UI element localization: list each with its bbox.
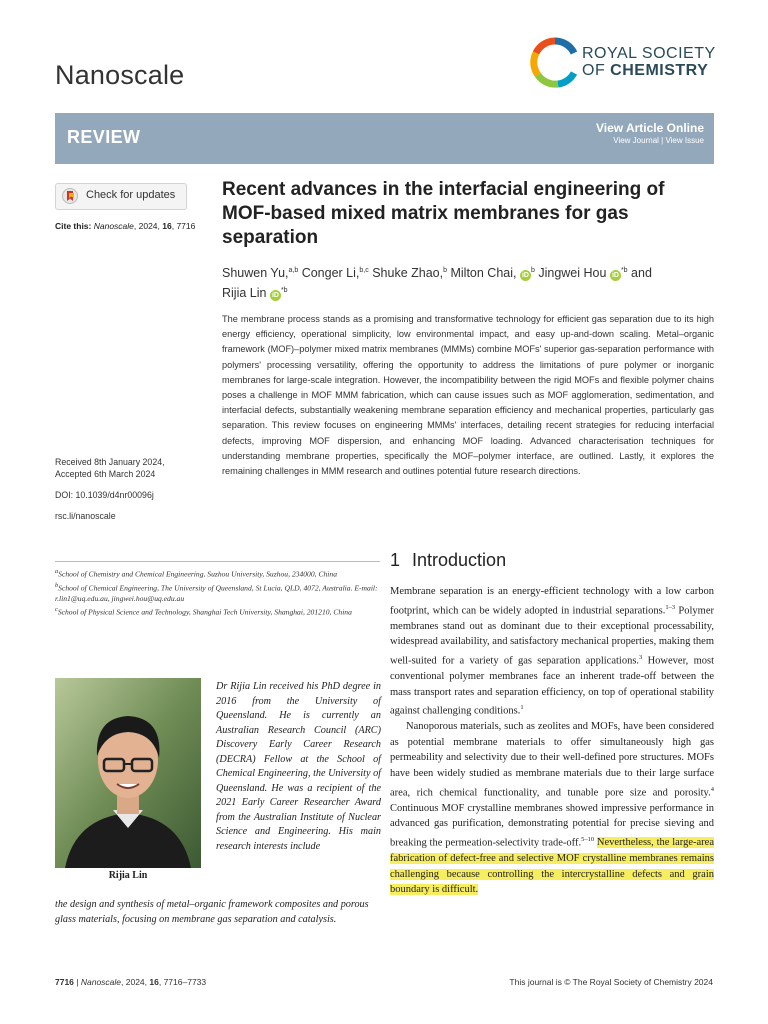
journal-issue-links [596,136,704,145]
author-name: Shuwen Yu, [222,266,289,281]
author-list [222,262,712,302]
journal-name: Nanoscale [55,60,185,90]
affiliation-text: School of Physical Science and Technology, Shanghai Tech University, Shanghai, 201210, China [57,607,352,617]
paragraph [390,584,714,719]
author-and: and [627,266,652,281]
rsc-line2-bold: CHEMISTRY [610,62,709,79]
text-span: Continuous MOF crystalline membranes showed impressive performance in advanced gas purification, demonstrating potential for precise sieving and breaking the permeation-selectivity trade-off. [390,802,714,849]
cite-volume: 16 [162,221,172,231]
author-affil-sup: b [530,267,535,274]
author-name: Rijia Lin [222,286,267,301]
journal-url[interactable]: rsc.li/nanoscale [55,511,116,521]
footer-citation [55,977,206,987]
affiliation-divider [55,561,380,562]
text-span: Nanoporous materials, such as zeolites and MOFs, have been considered as potential membrane materials to offer simultaneously high gas permeability and selectivity due to their well-defined pore structures. MOFs have been widely studied as membrane materials due to their large surface area, rich chemical functionality, and tunable pore size and porosity. [390,721,714,799]
author-bio-continued: the design and synthesis of metal–organic framework composites and porous glass materials, focusing on membrane gas separation and catalysis. [55,899,369,925]
rsc-line2 [582,62,716,79]
view-issue-link[interactable]: View Issue [665,136,704,145]
citation-ref[interactable]: 1–3 [665,603,676,611]
article-type: REVIEW [67,127,141,147]
link-separator: | [658,136,666,145]
author-affil-sup: b,c [359,267,369,274]
orcid-icon[interactable]: iD [521,272,529,280]
affiliation-sup: b [55,581,59,589]
affiliation-sup: c [55,606,58,614]
article-title: Recent advances in the interfacial engineering of MOF-based mixed matrix membranes for gas separation [222,179,665,248]
affiliation-text: School of Chemistry and Chemical Engineering, Suzhou University, Suzhou, 234000, China [58,569,338,579]
check-for-updates-button[interactable] [55,183,187,210]
abstract: The membrane process stands as a promising and transformative technology for efficient gas separation due to its high energy efficiency, operational simplicity, low environmental impact, and easy up-and-down scaling. Metal–organic framework (MOF)–polymer mixed matrix membranes (MMMs) combine MOFs' superior gas-separation performance with polymers' processing versatility, offering the opportunity to address the limitations of pure polymer or inorganic membranes for large-scale integration. However, the incompatibility between the rigid MOFs and flexible polymer chains poses a challenge in MOF MMM fabrication, which can cause issues such as MOF agglomeration, sedimentation, and interfacial defects, substantially weakening membrane separation efficiency and mechanical properties, particularly gas separation. This review focuses on engineering MMMs' interfaces, detailing recent strategies for reducing interfacial defects, improving MOF dispersion, and enhancing MOF loading. Advanced characterisation techniques for understanding membrane properties, specifically the MOF–polymer interface, are outlined. Lastly, it explores the remaining challenges in MMM research and outlines potential future research directions. [222,314,714,477]
photo-caption: Rijia Lin [108,870,148,881]
cite-journal: Nanoscale [93,221,134,231]
author-affil-sup: a,b [288,267,299,274]
affiliation-sup: a [55,568,59,575]
article-metadata [55,456,165,522]
footer-pages: , 7716–7733 [158,977,207,987]
text-span: Membrane separation is an energy-efficient technology with a low carbon footprint, which can be widely adopted in industrial separations. [390,586,714,617]
doi[interactable]: DOI: 10.1039/d4nr00096j [55,490,154,500]
author-name: Milton Chai, [447,266,517,281]
affiliation-item [55,580,380,605]
rsc-line2-prefix: OF [582,62,611,79]
author-name: Shuke Zhao, [368,266,444,281]
text-span: However, most conventional polymer membranes face an inherent trade-off between the mass transport rates and separation efficiency, on top of operational stability against challenging conditions. [390,655,714,717]
footer-journal: Nanoscale [80,977,122,987]
affiliation-text: School of Chemical Engineering, The University of Queensland, St Lucia, QLD, 4072, Australia. E-mail: r.lin1@uq.edu.au, jingwei.hou@uq.edu.au [55,583,378,604]
author-affil-sup: b [443,267,447,274]
citation-ref[interactable]: 4 [710,785,714,793]
author-affil-sup: *b [280,287,288,295]
rsc-wordmark [582,45,716,79]
cite-line [55,221,195,231]
rsc-line1: ROYAL SOCIETY [582,45,716,62]
affiliations [55,566,380,618]
body-text [390,584,714,898]
author-portrait [55,678,201,868]
received-date: Received 8th January 2024, [55,457,165,467]
author-photo [55,678,201,868]
section-number: 1 [390,550,401,570]
view-journal-link[interactable]: View Journal [613,136,659,145]
cite-year: , 2024, [133,221,163,231]
section-heading [390,550,506,571]
highlighted-text[interactable]: Nevertheless, the large-area fabrication of defect-free and selective MOF crystalline membranes remains challenging because controlling the intercrystalline defects and grain boundary is difficult. [390,837,715,896]
footer-page-number: 7716 [55,977,74,987]
footer-year: , 2024, [121,977,150,987]
citation-ref[interactable]: 5–10 [581,835,595,843]
article-type-banner [55,113,714,164]
footer-separator: | [73,977,81,987]
rsc-logo-icon [530,37,580,89]
text-span: Polymer membranes stand out as dominant due to their exceptional processability, widespread availability, and satisfactory mechanical properties, making them well-suited for a variety of gas separation applications. [390,605,714,667]
author-bio: Dr Rijia Lin received his PhD degree in 2016 from the University of Queensland. He is currently an Australian Research Council (ARC) Discovery Early Career Research (DECRA) Fellow at the School of Chemical Engineering, the University of Queensland. He was a recipient of the 2021 Early Career Researcher Award from the Australian Institute of Nuclear Science and Engineering. His main research interests include [216,681,381,852]
view-article-online-link[interactable]: View Article Online [595,121,704,135]
author-name: Jingwei Hou [534,266,607,281]
accepted-date: Accepted 6th March 2024 [55,469,156,479]
affiliation-item [55,604,380,618]
banner-links [596,121,704,145]
cite-page: , 7716 [171,221,196,231]
footer-volume: 16 [149,977,159,987]
bookmark-update-icon [62,188,78,204]
paragraph [390,719,714,898]
author-affil-sup: *b [620,267,628,274]
orcid-icon[interactable]: iD [271,292,279,300]
check-for-updates-label: Check for updates [86,189,176,201]
section-title: Introduction [412,550,507,570]
affiliation-item [55,566,380,580]
footer-copyright: This journal is © The Royal Society of Chemistry 2024 [509,977,713,987]
cite-label: Cite this: [55,221,94,231]
author-name: Conger Li, [298,266,360,281]
orcid-icon[interactable]: iD [611,272,619,280]
citation-ref[interactable]: 3 [639,653,643,661]
citation-ref[interactable]: 1 [520,704,524,712]
